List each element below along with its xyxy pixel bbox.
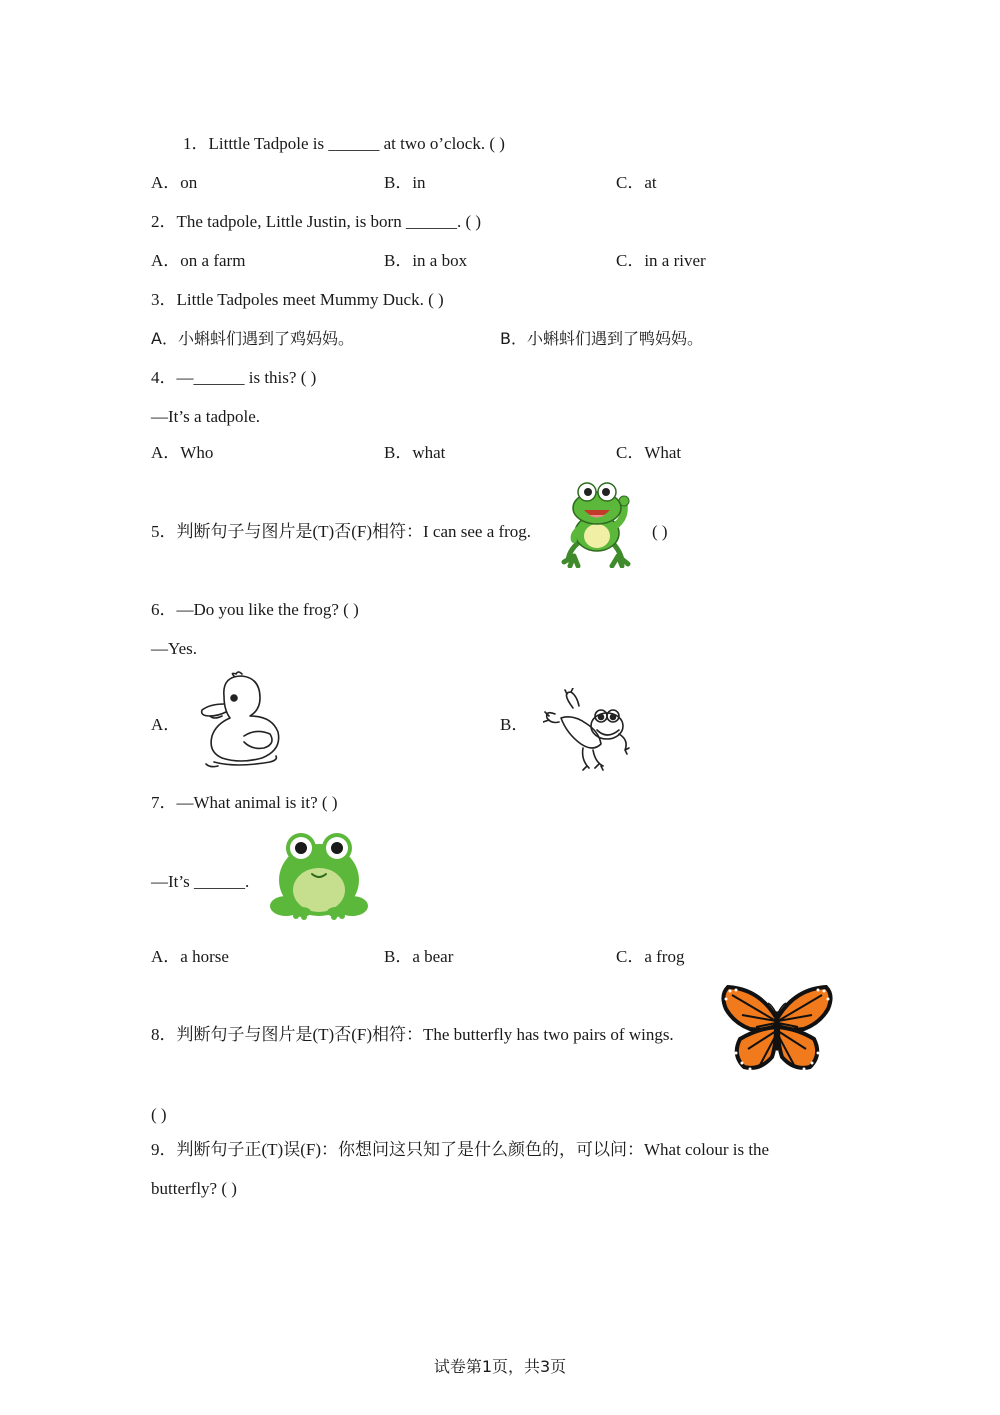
question-7-stem: 7．—What animal is it? ( ) (151, 793, 338, 812)
q4-option-b: B．what (384, 443, 446, 462)
q1-option-c: C．at (616, 173, 657, 192)
sitting-frog-image (268, 828, 370, 927)
question-1-stem: 1．Litttle Tadpole is ______ at two o’clock. ( ) (183, 134, 505, 153)
q4-option-a: A．Who (151, 443, 214, 462)
q4-answer-line: —It’s a tadpole. (151, 407, 261, 426)
question-9-stem-line-2: butterfly? ( ) (151, 1179, 237, 1198)
q1-option-b: B．in (384, 173, 426, 192)
question-9-stem-line-1: 9．判断句子正(T)误(F)：你想问这只知了是什么颜色的，可以问：What colour is the (151, 1140, 770, 1159)
question-8-stem: 8．判断句子与图片是(T)否(F)相符：The butterfly has two pairs of wings. (151, 1025, 674, 1044)
waving-frog-image (560, 478, 640, 573)
question-6-stem: 6．—Do you like the frog? ( ) (151, 600, 359, 619)
duckling-outline-image (196, 670, 286, 775)
q2-option-c: C．in a river (616, 251, 706, 270)
q6-answer-line: —Yes. (151, 639, 197, 658)
question-2-stem: 2．The tadpole, Little Justin, is born ______. ( ) (151, 212, 482, 231)
q6-option-b: B． (500, 715, 529, 734)
q3-option-b: B．小蝌蚪们遇到了鸭妈妈。 (500, 329, 703, 348)
page-footer: 试卷第1页，共3页 (433, 1357, 567, 1376)
q8-answer-paren: ( ) (151, 1105, 167, 1124)
jumping-frog-outline-image (543, 688, 633, 777)
q7-option-b: B．a bear (384, 947, 454, 966)
question-4-stem: 4．—______ is this? ( ) (151, 368, 317, 387)
q1-option-a: A．on (151, 173, 198, 192)
q2-option-a: A．on a farm (151, 251, 246, 270)
monarch-butterfly-image (720, 985, 834, 1078)
q6-option-a: A． (151, 715, 181, 734)
q7-option-c: C．a frog (616, 947, 685, 966)
q2-option-b: B．in a box (384, 251, 468, 270)
q4-option-c: C．What (616, 443, 682, 462)
q7-option-a: A．a horse (151, 947, 229, 966)
q5-answer-paren: ( ) (652, 522, 668, 541)
q7-answer-line: —It’s ______. (151, 872, 250, 891)
question-3-stem: 3．Little Tadpoles meet Mummy Duck. ( ) (151, 290, 444, 309)
q3-option-a: A．小蝌蚪们遇到了鸡妈妈。 (151, 329, 354, 348)
question-5-stem: 5．判断句子与图片是(T)否(F)相符：I can see a frog. (151, 522, 532, 541)
